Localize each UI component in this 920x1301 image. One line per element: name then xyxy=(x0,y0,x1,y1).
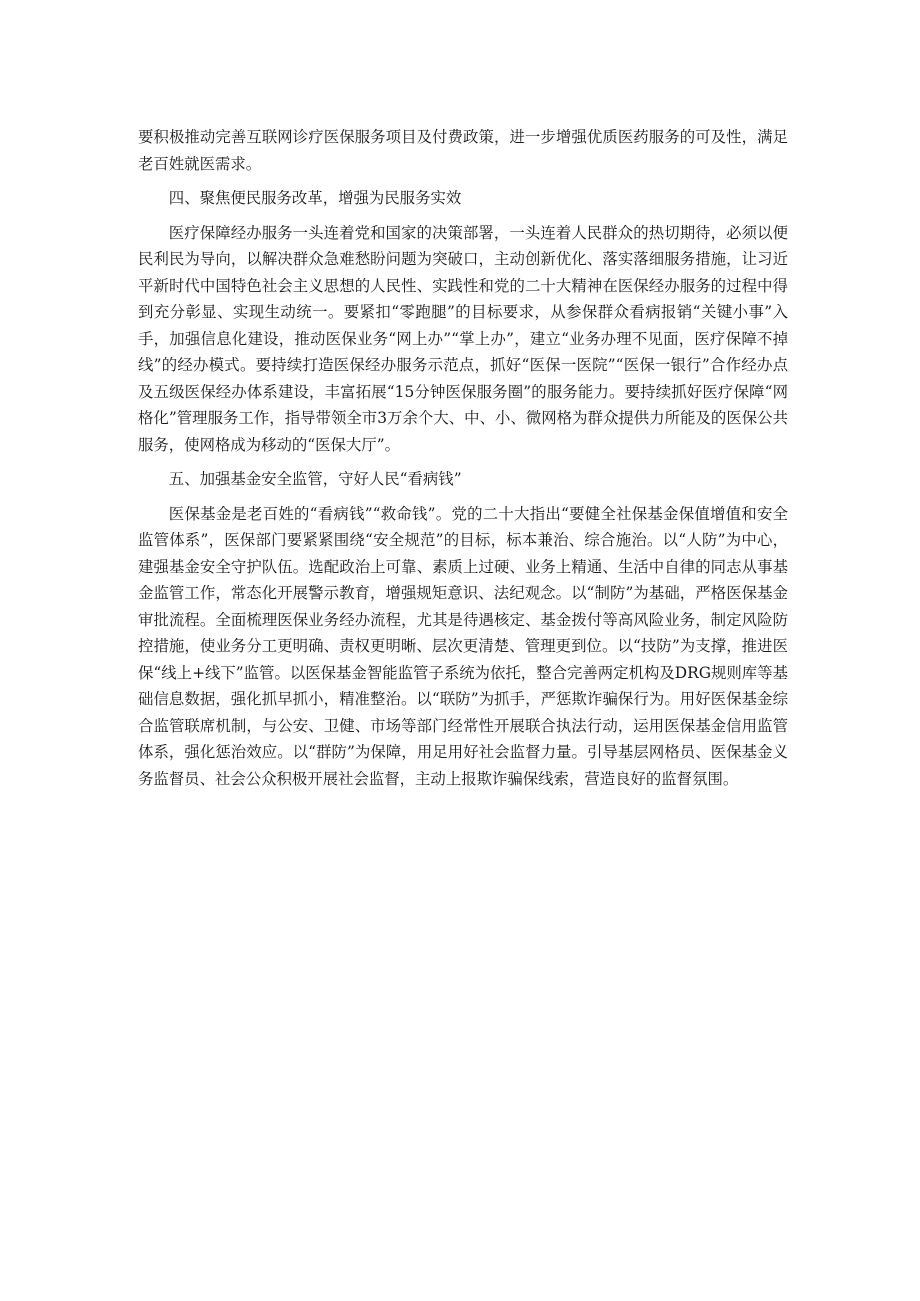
section-4-heading: 四、聚焦便民服务改革，增强为民服务实效 xyxy=(168,189,462,207)
continued-paragraph: 要积极推动完善互联网诊疗医保服务项目及付费政策，进一步增强优质医药服务的可及性，满足老百姓就医需求。 xyxy=(138,128,788,173)
section-4-paragraph: 医疗保障经办服务一头连着党和国家的决策部署，一头连着人民群众的热切期待，必须以便民利民为导向，以解决群众急难愁盼问题为突破口，主动创新优化、落实落细服务措施，让习近平新时代中国特色社会主义思想的人民性、实践性和党的二十大精神在医保经办服务的过程中得到充分彰显、实现生动统一。要紧扣“零跑腿”的目标要求，从参保群众看病报销“关键小事”入手，加强信息化建设，推动医保业务“网上办”“掌上办”，建立“业务办理不见面，医疗保障不掉线”的经办模式。要持续打造医保经办服务示范点，抓好“医保一医院”“医保一银行”合作经办点及五级医保经办体系建设，丰富拓展“15分钟医保服务圈”的服务能力。要持续抓好医疗保障“网格化”管理服务工作，指导带领全市3万余个大、中、小、微网格为群众提供力所能及的医保公共服务，使网格成为移动的“医保大厅”。 xyxy=(138,223,788,454)
section-5-heading: 五、加强基金安全监管，守好人民“看病钱” xyxy=(168,470,462,488)
document-page xyxy=(138,124,788,792)
section-5-paragraph: 医保基金是老百姓的“看病钱”“救命钱”。党的二十大指出“要健全社保基金保值增值和安全监管体系”，医保部门要紧紧围绕“安全规范”的目标，标本兼治、综合施治。以“人防”为中心，建强基金安全守护队伍。选配政治上可靠、素质上过硬、业务上精通、生活中自律的同志从事基金监管工作，常态化开展警示教育，增强规矩意识、法纪观念。以“制防”为基础，严格医保基金审批流程。全面梳理医保业务经办流程，尤其是待遇核定、基金拨付等高风险业务，制定风险防控措施，使业务分工更明确、责权更明晰、层次更清楚、管理更到位。以“技防”为支撑，推进医保“线上+线下”监管。以医保基金智能监管子系统为依托，整合完善两定机构及DRG规则库等基础信息数据，强化抓早抓小，精准整治。以“联防”为抓手，严惩欺诈骗保行为。用好医保基金综合监管联席机制，与公安、卫健、市场等部门经常性开展联合执法行动，运用医保基金信用监管体系，强化惩治效应。以“群防”为保障，用足用好社会监督力量。引导基层网格员、医保基金义务监督员、社会公众积极开展社会监督，主动上报欺诈骗保线索，营造良好的监督氛围。 xyxy=(138,504,788,788)
